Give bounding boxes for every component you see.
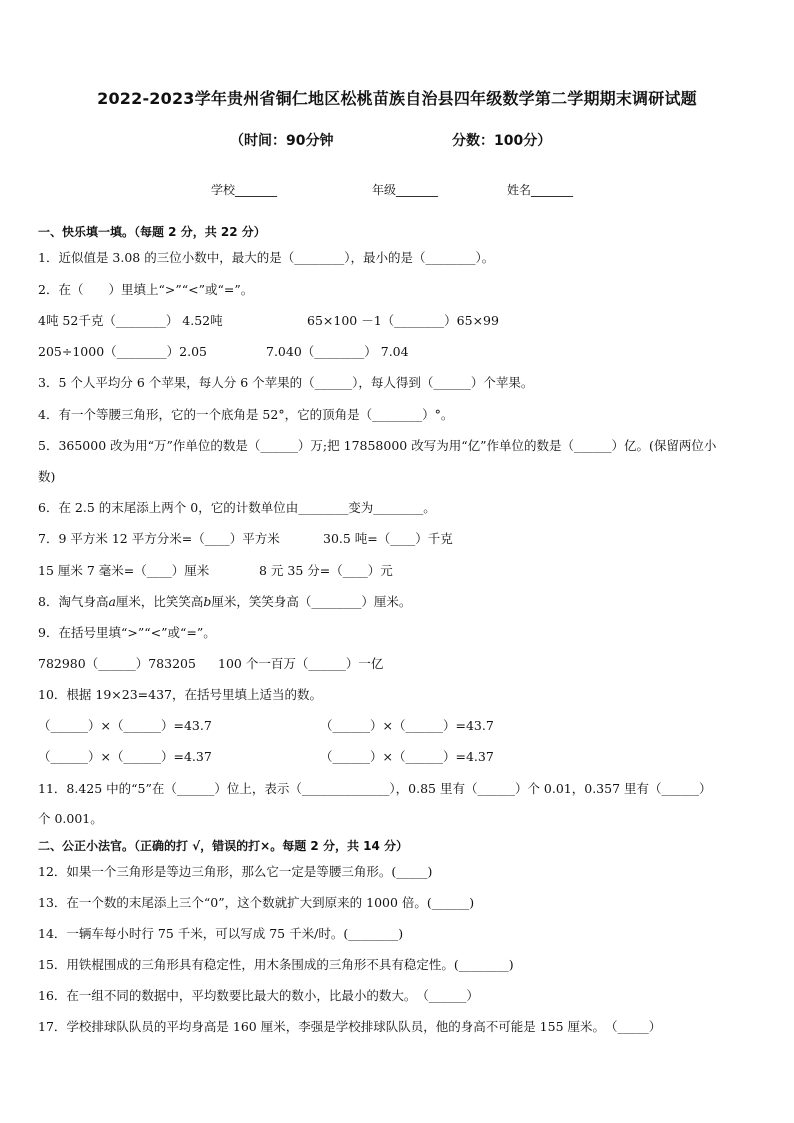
question-9b: 100 个一百万（______）一亿 <box>218 656 384 671</box>
question-6: 6．在 2.5 的末尾添上两个 0，它的计数单位由________变为________。 <box>38 500 436 515</box>
question-15: 15．用铁棍围成的三角形具有稳定性，用木条围成的三角形不具有稳定性。(________) <box>38 957 514 972</box>
question-13: 13．在一个数的末尾添上三个“0”，这个数就扩大到原来的 1000 倍。(______) <box>38 895 475 910</box>
question-14: 14．一辆车每小时行 75 千米，可以写成 75 千米/时。(________) <box>38 926 404 941</box>
question-1: 1．近似值是 3.08 的三位小数中，最大的是（________），最小的是（________）。 <box>38 250 495 265</box>
question-10d: （______）×（______）=4.37 <box>320 749 494 764</box>
section-2-heading: 二、公正小法官。（正确的打 √，错误的打×。每题 2 分，共 14 分） <box>38 839 408 853</box>
question-8: 8．淘气身高𝑎厘米，比笑笑高𝑏厘米，笑笑身高（________）厘米。 <box>38 594 412 609</box>
section-1-heading: 一、快乐填一填。（每题 2 分，共 22 分） <box>38 225 266 239</box>
question-2d: 7.040（________） 7.04 <box>266 344 409 359</box>
question-16: 16．在一组不同的数据中，平均数要比最大的数小，比最小的数大。 （______） <box>38 988 479 1003</box>
question-9a: 782980（______）783205 <box>38 656 196 671</box>
question-12: 12．如果一个三角形是等边三角形，那么它一定是等腰三角形。(_____) <box>38 864 433 879</box>
question-2c: 205÷1000（________）2.05 <box>38 344 207 359</box>
exam-score: 分数：100分） <box>452 133 552 149</box>
school-field[interactable]: 学校_______ <box>211 183 278 197</box>
question-7d: 8 元 35 分=（____）元 <box>259 563 393 578</box>
question-2: 2．在（ ）里填上“>”“<”或“=”。 <box>38 282 254 297</box>
question-7a: 7．9 平方米 12 平方分米=（____）平方米 <box>38 531 280 546</box>
grade-field[interactable]: 年级_______ <box>372 183 439 197</box>
question-2a: 4吨 52千克（________） 4.52吨 <box>38 313 223 328</box>
exam-title: 2022-2023学年贵州省铜仁地区松桃苗族自治县四年级数学第二学期期末调研试题 <box>97 89 697 108</box>
name-field[interactable]: 姓名_______ <box>507 183 574 197</box>
question-2b: 65×100 －1（________）65×99 <box>307 313 499 328</box>
question-5-line-1: 5．365000 改为用“万”作单位的数是（______）万;把 17858000 改写为用“亿”作单位的数是（______）亿。(保留两位小 <box>38 438 717 453</box>
question-9: 9．在括号里填“>”“<”或“=”。 <box>38 625 216 640</box>
question-10c: （______）×（______）=4.37 <box>38 749 212 764</box>
question-10a: （______）×（______）=43.7 <box>38 718 212 733</box>
question-7b: 30.5 吨=（____）千克 <box>323 531 453 546</box>
question-11-line-1: 11．8.425 中的“5”在（______）位上，表示（______________），0.85 里有（______）个 0.01，0.357 里有（______） <box>38 781 712 796</box>
question-17: 17．学校排球队队员的平均身高是 160 厘米，李强是学校排球队队员，他的身高不可能是 155 厘米。 （_____） <box>38 1019 662 1034</box>
exam-time: （时间：90分钟 <box>230 133 334 149</box>
question-5-line-2: 数) <box>38 469 56 484</box>
question-4: 4．有一个等腰三角形，它的一个底角是 52°，它的顶角是（________）°。 <box>38 407 454 422</box>
question-10b: （______）×（______）=43.7 <box>320 718 494 733</box>
question-10: 10．根据 19×23=437，在括号里填上适当的数。 <box>38 687 322 702</box>
question-11-line-2: 个 0.001。 <box>38 811 103 826</box>
question-7c: 15 厘米 7 毫米=（____）厘米 <box>38 563 210 578</box>
question-3: 3．5 个人平均分 6 个苹果，每人分 6 个苹果的（______），每人得到（______）个苹果。 <box>38 375 534 390</box>
